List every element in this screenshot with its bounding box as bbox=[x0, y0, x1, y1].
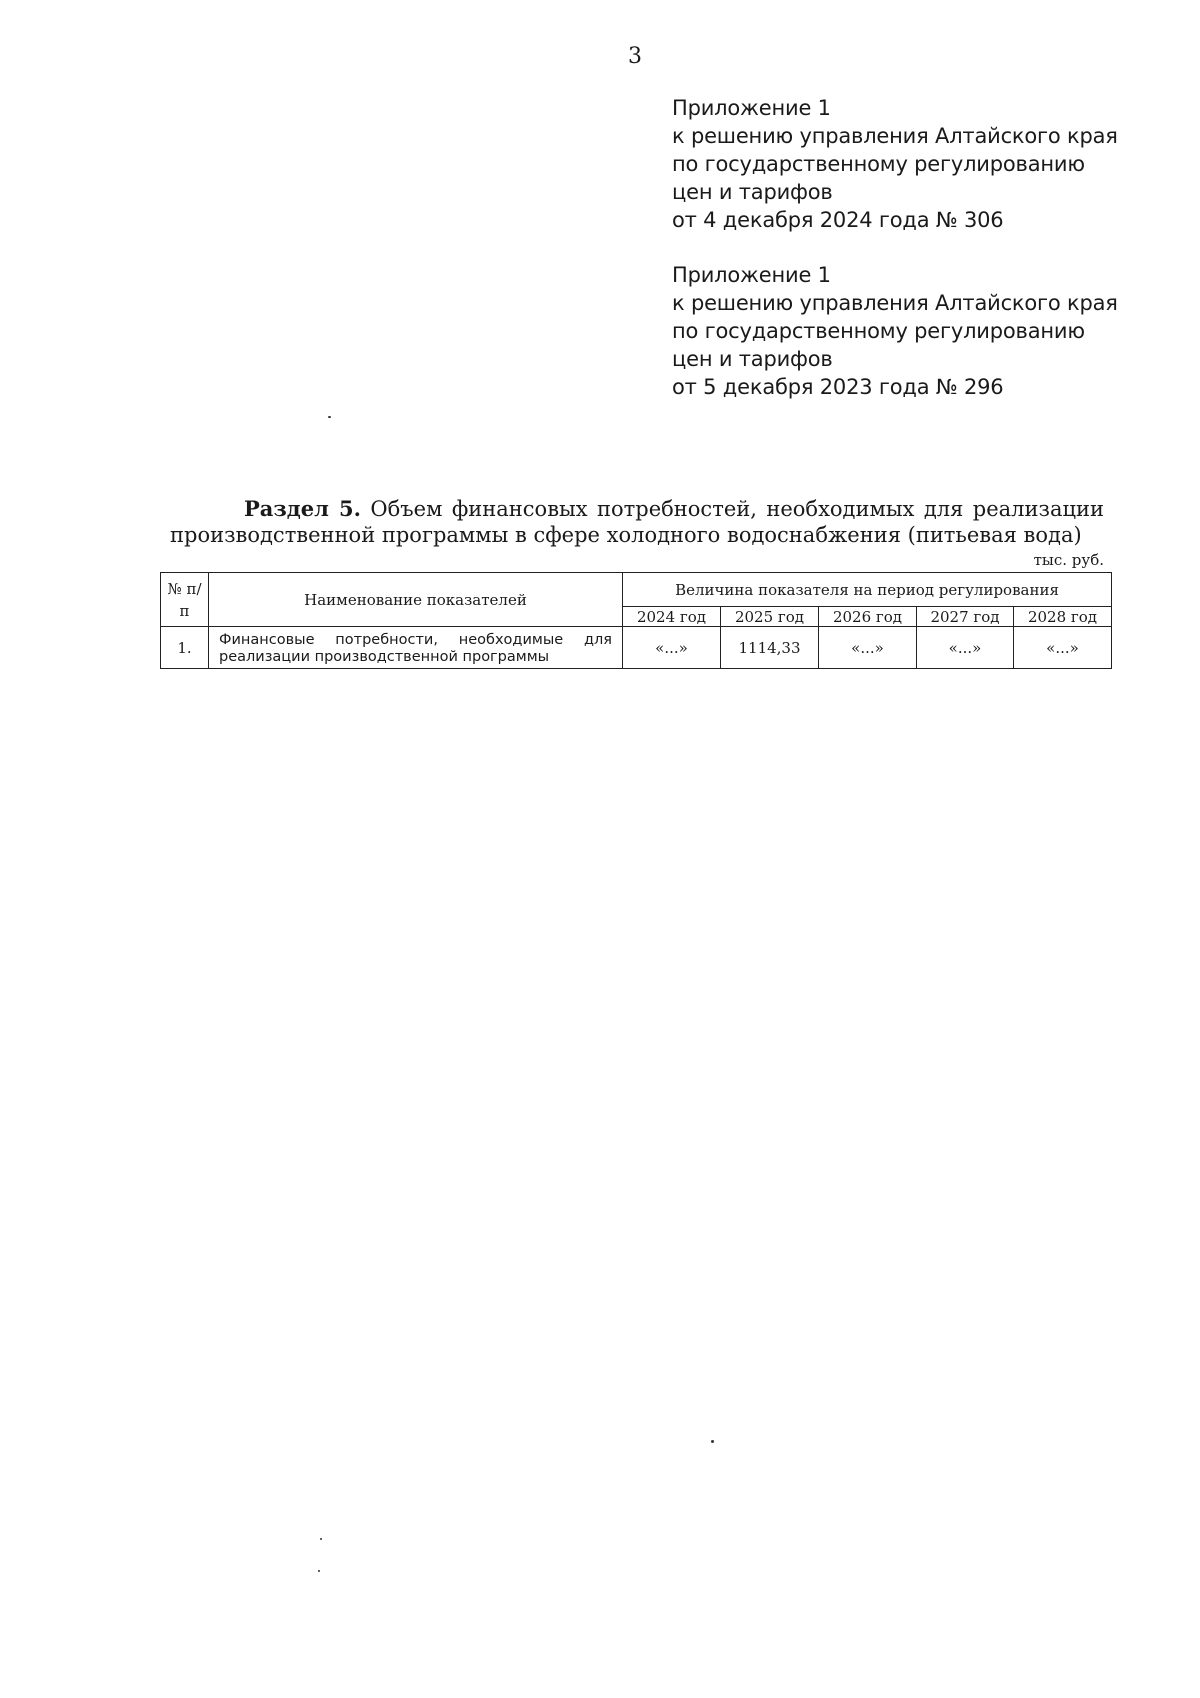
section-title-line-2: производственной программы в сфере холодного водоснабжения (питьевая вода) bbox=[170, 523, 1082, 547]
row-indicator-line-2: реализации производственной программы bbox=[219, 648, 550, 665]
row-value: «...» bbox=[917, 627, 1014, 669]
row-value: «...» bbox=[1014, 627, 1112, 669]
annex-current-line: к решению управления Алтайского края bbox=[672, 124, 1118, 148]
annex-current-line: от 4 декабря 2024 года № 306 bbox=[672, 208, 1004, 232]
table-row bbox=[161, 627, 1112, 669]
annex-current-line: цен и тарифов bbox=[672, 180, 833, 204]
header-year: 2026 год bbox=[819, 607, 917, 627]
annex-previous-line: от 5 декабря 2023 года № 296 bbox=[672, 375, 1004, 399]
scan-speck bbox=[320, 1538, 322, 1540]
annex-previous-block bbox=[672, 261, 1142, 401]
annex-current-block bbox=[672, 94, 1142, 234]
unit-label: тыс. руб. bbox=[1033, 551, 1104, 569]
header-year: 2024 год bbox=[623, 607, 721, 627]
row-indicator-line-1: Финансовые потребности, необходимые для bbox=[219, 631, 612, 648]
annex-previous-line: Приложение 1 bbox=[672, 263, 831, 287]
row-indicator bbox=[209, 627, 623, 669]
financial-needs-table bbox=[160, 572, 1112, 669]
header-year: 2027 год bbox=[917, 607, 1014, 627]
scan-speck bbox=[711, 1440, 714, 1443]
section-label: Раздел 5. bbox=[244, 496, 361, 521]
header-period: Величина показателя на период регулирования bbox=[623, 573, 1112, 607]
header-year: 2028 год bbox=[1014, 607, 1112, 627]
row-value: «...» bbox=[623, 627, 721, 669]
annex-previous-line: к решению управления Алтайского края bbox=[672, 291, 1118, 315]
annex-current-line: Приложение 1 bbox=[672, 96, 831, 120]
section-title-text-1: Объем финансовых потребностей, необходимых для реализации bbox=[370, 497, 1104, 521]
annex-previous-line: цен и тарифов bbox=[672, 347, 833, 371]
header-number: № п/п bbox=[161, 573, 209, 627]
row-value: «...» bbox=[819, 627, 917, 669]
section-title-line-1 bbox=[170, 496, 1104, 522]
scan-speck bbox=[318, 1570, 320, 1572]
scan-speck bbox=[328, 416, 331, 418]
row-number: 1. bbox=[161, 627, 209, 669]
annex-previous-line: по государственному регулированию bbox=[672, 319, 1085, 343]
header-year: 2025 год bbox=[721, 607, 819, 627]
page-number: 3 bbox=[628, 44, 642, 69]
header-indicator: Наименование показателей bbox=[209, 573, 623, 627]
section-title bbox=[170, 496, 1104, 548]
row-value: 1114,33 bbox=[721, 627, 819, 669]
annex-current-line: по государственному регулированию bbox=[672, 152, 1085, 176]
